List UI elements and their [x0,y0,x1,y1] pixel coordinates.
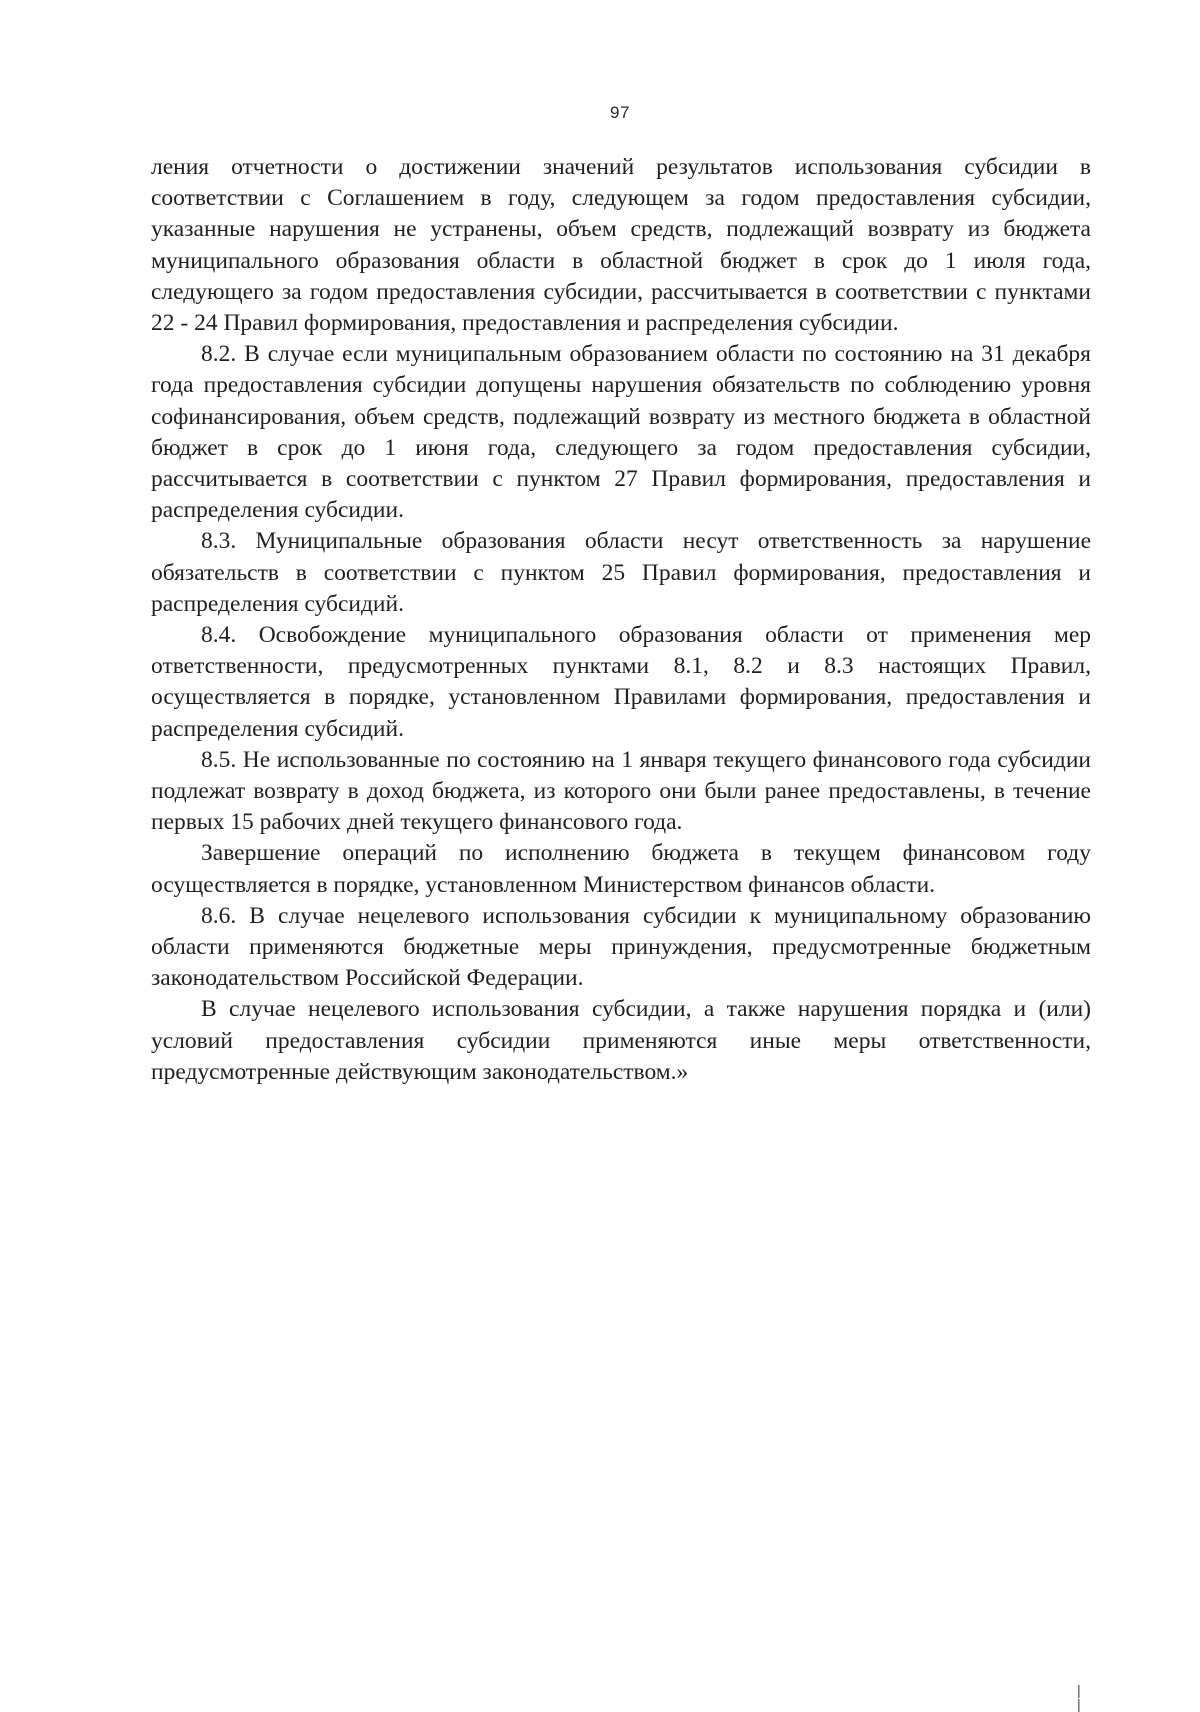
paragraph-8-5: 8.5. Не использованные по состоянию на 1 января текущего финансового года субсидии подлежат возврату в доход бюджета, из которого они были ранее предоставлены, в течение первых 15 рабочих дней текущего финансового года. [151,746,1091,836]
paragraph-misuse-liability: В случае нецелевого использования субсидии, а также нарушения порядка и (или) условий предоставления субсидии применяются иные меры ответственности, предусмотренные действующим законодательством.» [151,996,1091,1085]
paragraph-budget-completion: Завершение операций по исполнению бюджета в текущем финансовом году осуществляется в порядке, установленном Министерством финансов области. [151,840,1091,898]
paragraph-8-6: 8.6. В случае нецелевого использования субсидии к муниципальному образованию области применяются бюджетные меры принуждения, предусмотренные бюджетным законодательством Российской Федерации. [151,902,1091,992]
scan-corner-mark: | | [1077,1682,1085,1712]
paragraph-8-2: 8.2. В случае если муниципальным образованием области по состоянию на 31 декабря года предоставления субсидии допущены нарушения обязательств по соблюдению уровня софинансирования, объем средств, подлежащий возврату из местного бюджета в областной бюджет в срок до 1 июня года, следующего за годом предоставления субсидии, рассчитывается в соответствии с пунктом 27 Правил формирования, предоставления и распределения субсидии. [151,341,1091,524]
paragraph-8-4: 8.4. Освобождение муниципального образования области от применения мер ответственности, предусмотренных пунктами 8.1, 8.2 и 8.3 настоящих Правил, осуществляется в порядке, установленном Правилами формирования, предоставления и распределения субсидий. [151,622,1091,742]
paragraph-continuation: ления отчетности о достижении значений результатов использования субсидии в соответствии с Соглашением в году, следующем за годом предоставления субсидии, указанные нарушения не устранены, объем средств, подлежащий возврату из бюджета муниципального образования области в областной бюджет в срок до 1 июля года, следующего за годом предоставления субсидии, рассчитывается в соответствии с пунктами 22 - 24 Правил формирования, предоставления и распределения субсидии. [151,154,1091,337]
page-number: 97 [610,103,630,122]
paragraph-8-3: 8.3. Муниципальные образования области несут ответственность за нарушение обязательств в соответствии с пунктом 25 Правил формирования, предоставления и распределения субсидий. [151,528,1091,617]
document-body [151,152,1091,1088]
